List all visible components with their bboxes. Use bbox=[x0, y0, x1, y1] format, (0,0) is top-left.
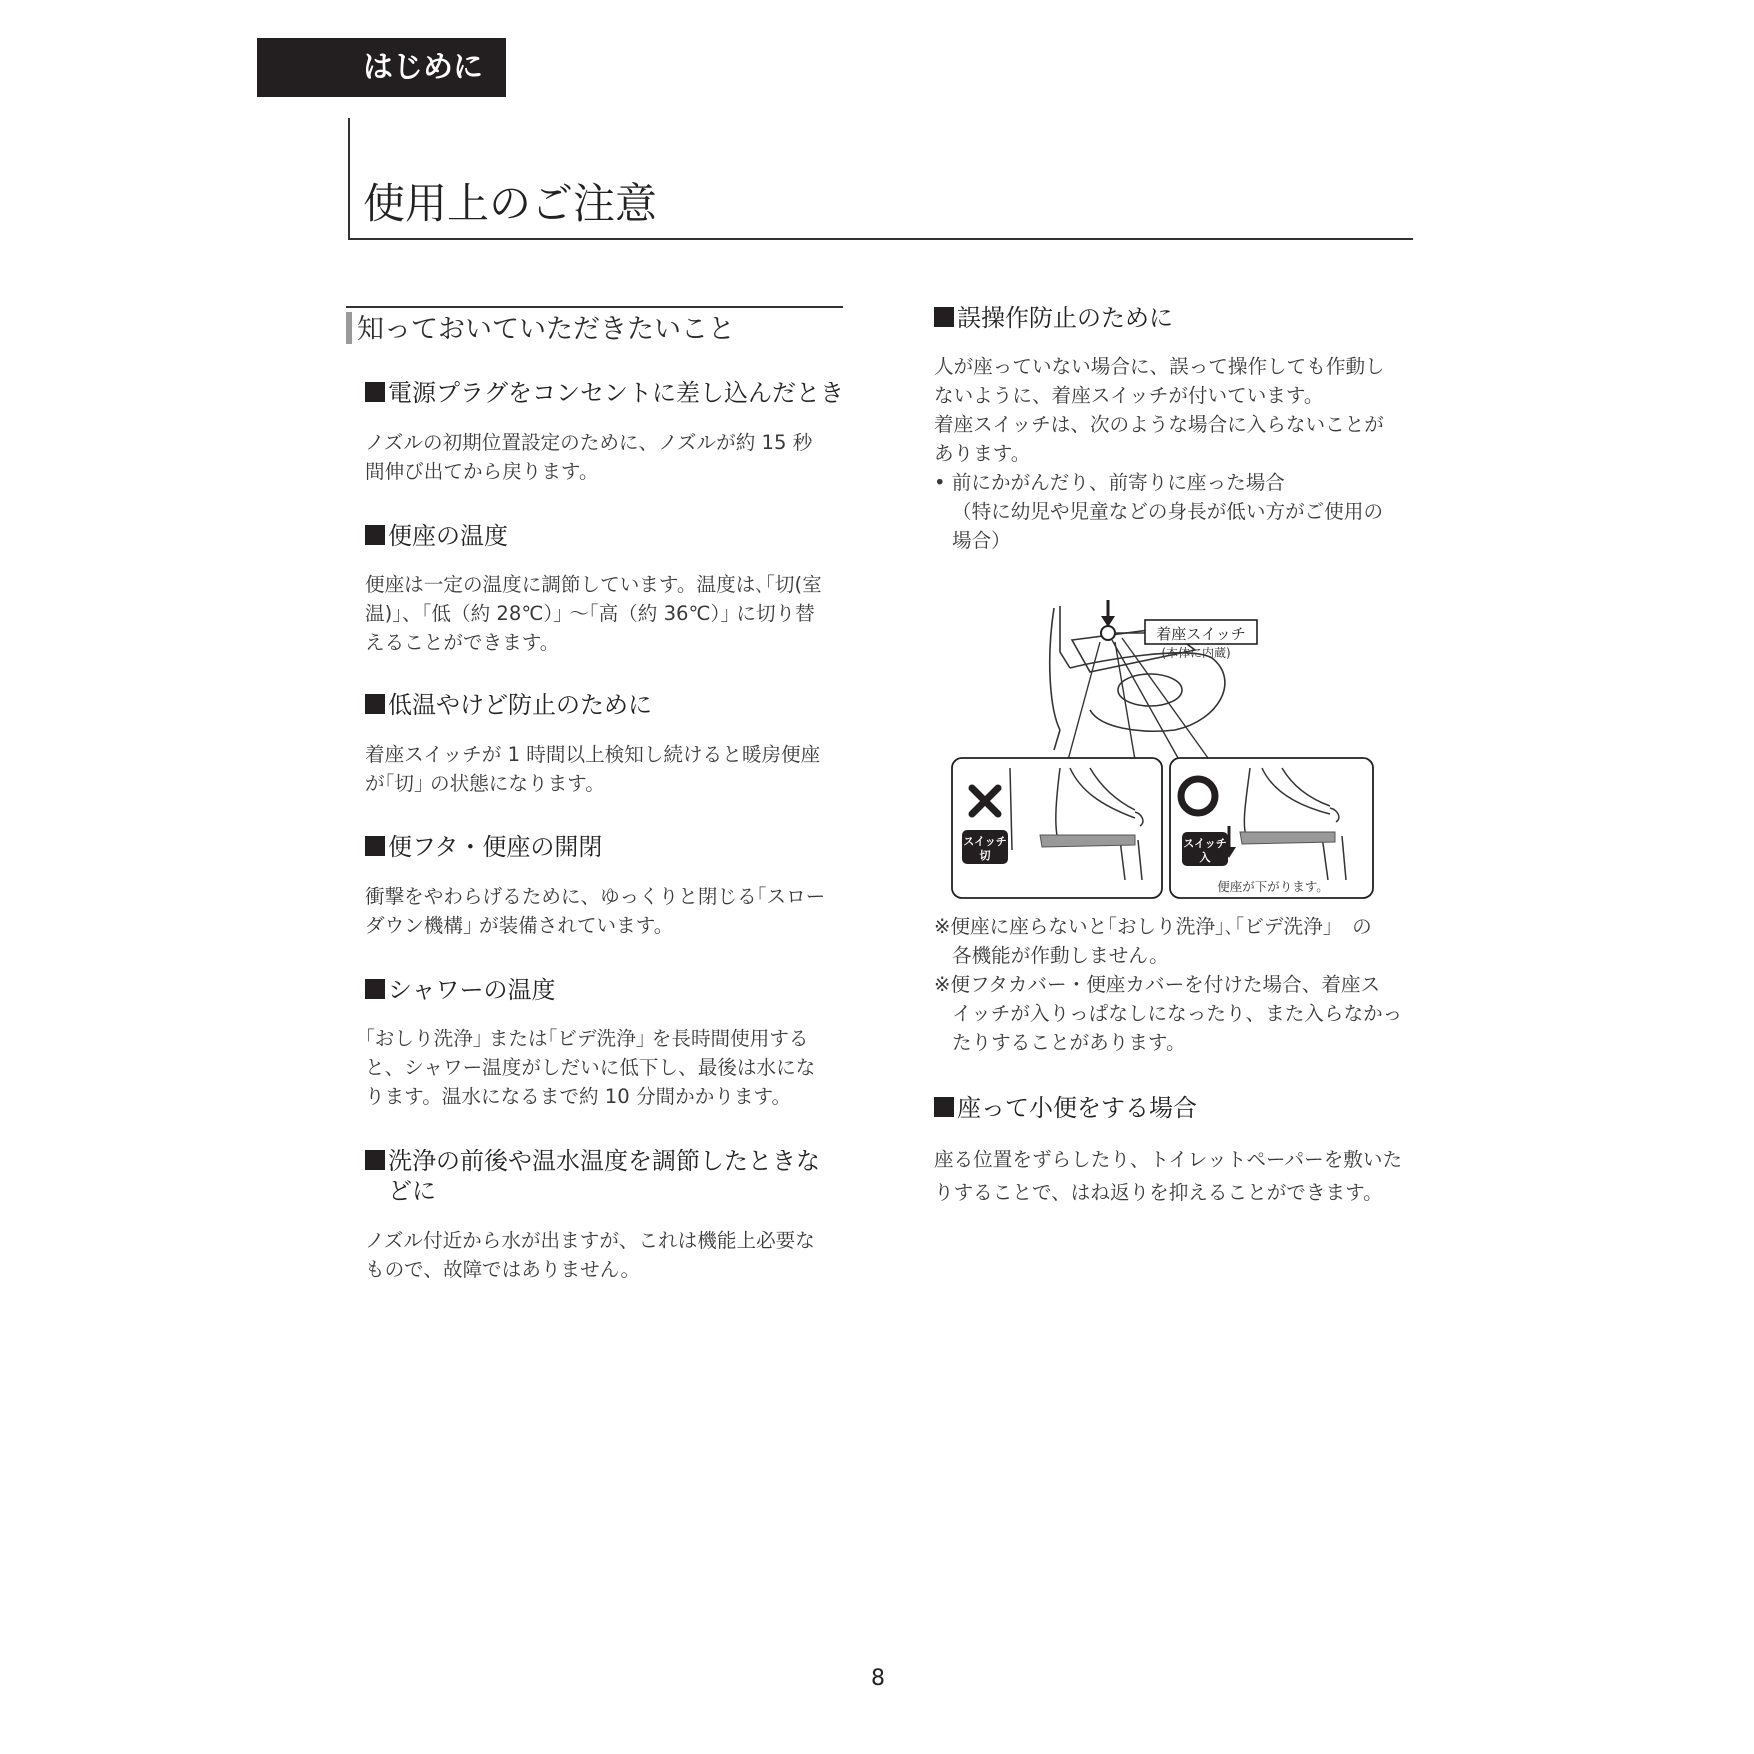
square-bullet-icon bbox=[365, 1150, 385, 1170]
paragraph-low-temp-burn bbox=[365, 740, 820, 798]
text-line: と、シャワー温度がしだいに低下し、最後は水にな bbox=[365, 1056, 816, 1079]
square-bullet-icon bbox=[365, 836, 385, 856]
text-line: ります。温水になるまで約 10 分間かかります。 bbox=[365, 1085, 792, 1108]
text-line: 人が座っていない場合に、誤って操作しても作動し bbox=[934, 355, 1385, 378]
page-number: 8 bbox=[871, 1666, 885, 1691]
text-line: 着座スイッチが 1 時間以上検知し続けると暖房便座 bbox=[365, 743, 821, 766]
heading-wash-adjust bbox=[365, 1146, 820, 1206]
text-line: あります。 bbox=[934, 442, 1031, 465]
text-line: 間伸び出てから戻ります。 bbox=[365, 460, 599, 483]
text-line: 着座スイッチは、次のような場合に入らないことが bbox=[934, 413, 1384, 436]
text-line: ｢おしり洗浄｣ または｢ビデ洗浄｣ を長時間使用する bbox=[365, 1027, 809, 1050]
heading-sitting-urination bbox=[934, 1093, 1197, 1123]
chapter-tab bbox=[257, 38, 506, 97]
heading-seat-temperature bbox=[365, 521, 508, 551]
title-rule-vertical bbox=[348, 118, 350, 240]
paragraph-seat-temperature bbox=[365, 570, 822, 657]
heading-low-temp-burn bbox=[365, 690, 652, 720]
section-title: 知っておいていただきたいこと bbox=[357, 314, 735, 345]
callout-label: 着座スイッチ bbox=[1156, 625, 1246, 643]
seat-switch-illustration bbox=[950, 600, 1380, 905]
text-line: えることができます。 bbox=[365, 631, 560, 654]
heading-misoperation bbox=[934, 303, 1173, 333]
text-line: （特に幼児や児童などの身長が低い方がご使用の bbox=[952, 500, 1384, 523]
heading-text: どに bbox=[388, 1177, 436, 1205]
square-bullet-icon bbox=[934, 307, 954, 327]
paragraph-misoperation bbox=[934, 352, 1385, 555]
note-line: ※便座に座らないと｢おしり洗浄｣､｢ビデ洗浄｣ の bbox=[934, 915, 1372, 938]
text-line: 衝撃をやわらげるために、ゆっくりと閉じる｢スロー bbox=[365, 885, 826, 908]
text-line: ないように、着座スイッチが付いています。 bbox=[934, 384, 1324, 407]
seat-shape bbox=[1240, 832, 1335, 844]
note-line: 各機能が作動しません。 bbox=[952, 944, 1169, 967]
section-title-rule bbox=[346, 306, 843, 308]
heading-text: 座って小便をする場合 bbox=[957, 1094, 1197, 1122]
text-line: 場合） bbox=[952, 529, 1011, 552]
text-line: 温)｣、｢低（約 28℃）｣ ～｢高（約 36℃）｣ に切り替 bbox=[365, 602, 815, 625]
heading-lid-open-close bbox=[365, 832, 602, 862]
seat-shape bbox=[1040, 835, 1135, 847]
square-bullet-icon bbox=[365, 382, 385, 402]
paragraph-power-plug bbox=[365, 428, 812, 486]
heading-text: 洗浄の前後や温水温度を調節したときな bbox=[388, 1147, 820, 1175]
bad-switch-badge bbox=[962, 830, 1008, 864]
text-line: ダウン機構｣ が装備されています。 bbox=[365, 914, 674, 937]
paragraph-lid-open-close bbox=[365, 882, 825, 940]
text-line: が｢切｣ の状態になります。 bbox=[365, 772, 605, 795]
note-line: たりすることがあります。 bbox=[952, 1031, 1186, 1054]
badge-text: スイッチ bbox=[1183, 837, 1227, 850]
text-line: ノズル付近から水が出ますが、これは機能上必要な bbox=[365, 1229, 815, 1252]
square-bullet-icon bbox=[365, 694, 385, 714]
good-switch-badge bbox=[1182, 832, 1228, 866]
text-line: 便座は一定の温度に調節しています。温度は､｢切(室 bbox=[365, 573, 822, 596]
callout-sub: (本体に内蔵) bbox=[1161, 646, 1231, 660]
heading-text: 便フタ・便座の開閉 bbox=[388, 833, 603, 861]
paragraph-sitting-urination bbox=[934, 1143, 1402, 1209]
chapter-label: はじめに bbox=[363, 50, 483, 85]
note-line: ※便フタカバー・便座カバーを付けた場合、着座ス bbox=[934, 973, 1381, 996]
text-line: 座る位置をずらしたり、トイレットペーパーを敷いた bbox=[934, 1148, 1403, 1171]
heading-text: シャワーの温度 bbox=[388, 976, 556, 1004]
bullet-item: • 前にかがんだり、前寄りに座った場合 bbox=[934, 471, 1285, 494]
section-title-bar bbox=[346, 312, 352, 344]
heading-text: 低温やけど防止のために bbox=[388, 691, 652, 719]
heading-power-plug bbox=[365, 378, 844, 408]
badge-text: スイッチ bbox=[963, 835, 1007, 848]
title-rule-horizontal bbox=[348, 238, 1413, 240]
heading-shower-temperature bbox=[365, 975, 556, 1005]
heading-text: 便座の温度 bbox=[388, 522, 508, 550]
paragraph-wash-adjust bbox=[365, 1226, 815, 1284]
heading-text: 電源プラグをコンセントに差し込んだとき bbox=[388, 379, 844, 407]
good-caption: 便座が下がります。 bbox=[1217, 879, 1329, 894]
notes bbox=[934, 912, 1402, 1057]
page-title: 使用上のご注意 bbox=[363, 179, 658, 228]
heading-text: 誤操作防止のために bbox=[957, 304, 1173, 332]
text-line: もので、故障ではありません。 bbox=[365, 1258, 641, 1281]
badge-text: 切 bbox=[979, 849, 991, 862]
paragraph-shower-temperature bbox=[365, 1024, 815, 1111]
square-bullet-icon bbox=[934, 1097, 954, 1117]
note-line: イッチが入りっぱなしになったり、また入らなかっ bbox=[952, 1002, 1403, 1025]
square-bullet-icon bbox=[365, 525, 385, 545]
text-line: ノズルの初期位置設定のために、ノズルが約 15 秒 bbox=[365, 431, 813, 454]
badge-text: 入 bbox=[1199, 851, 1211, 864]
text-line: りすることで、はね返りを抑えることができます。 bbox=[934, 1181, 1383, 1204]
square-bullet-icon bbox=[365, 979, 385, 999]
